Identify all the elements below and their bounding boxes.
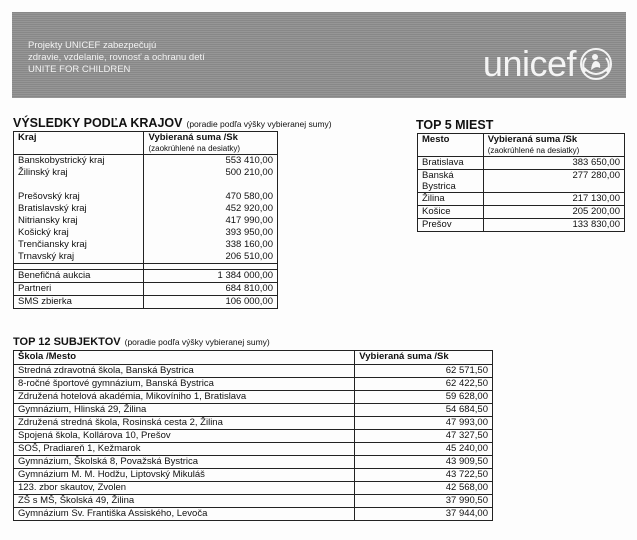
amount-cell: 684 810,00 xyxy=(144,283,278,296)
table-row xyxy=(14,167,278,179)
table-row xyxy=(14,296,278,309)
amount-cell: 500 210,00 xyxy=(144,167,278,179)
amount-cell: 62 571,50 xyxy=(355,365,493,378)
subjects-title xyxy=(13,336,270,348)
amount-cell: 59 628,00 xyxy=(355,391,493,404)
subjects-title-text: TOP 12 SUBJEKTOV xyxy=(13,336,121,348)
banner-text xyxy=(28,40,205,76)
col-school-header: Škola /Mesto xyxy=(14,351,355,365)
name-cell: Stredná zdravotná škola, Banská Bystrica xyxy=(14,365,355,378)
unicef-emblem-icon xyxy=(578,46,614,82)
regions-title xyxy=(13,116,332,130)
name-cell: Košice xyxy=(418,206,484,219)
name-cell: SOŠ, Pradiareň 1, Kežmarok xyxy=(14,443,355,456)
table-row xyxy=(14,508,493,521)
name-cell: Trnavský kraj xyxy=(14,251,144,264)
table-row xyxy=(14,443,493,456)
name-cell: SMS zbierka xyxy=(14,296,144,309)
header-banner xyxy=(12,12,626,98)
logo-wordmark: unicef xyxy=(482,43,576,84)
amount-cell xyxy=(144,179,278,191)
name-cell: Banskobystrický kraj xyxy=(14,155,144,168)
name-cell: Združená stredná škola, Rosinská cesta 2, Žilina xyxy=(14,417,355,430)
table-row xyxy=(14,404,493,417)
table-row xyxy=(14,155,278,168)
name-cell: Banská Bystrica xyxy=(418,170,484,193)
name-cell: Trenčiansky kraj xyxy=(14,239,144,251)
name-cell xyxy=(14,179,144,191)
cities-table xyxy=(417,133,625,232)
banner-line: Projekty UNICEF zabezpečujú xyxy=(28,40,157,51)
table-row xyxy=(14,378,493,391)
regions-header-row xyxy=(14,132,278,155)
name-cell: Košický kraj xyxy=(14,227,144,239)
name-cell: Žilinský kraj xyxy=(14,167,144,179)
table-row xyxy=(14,270,278,283)
table-row xyxy=(14,239,278,251)
amount-cell: 1 384 000,00 xyxy=(144,270,278,283)
table-row xyxy=(14,203,278,215)
name-cell: 8-ročné športové gymnázium, Banská Bystrica xyxy=(14,378,355,391)
table-row xyxy=(14,227,278,239)
regions-note: (poradie podľa výšky vybieranej sumy) xyxy=(186,119,332,129)
unicef-logo xyxy=(482,43,614,84)
name-cell: Partneri xyxy=(14,283,144,296)
subjects-note: (poradie podľa výšky vybieranej sumy) xyxy=(124,337,270,347)
table-row xyxy=(418,157,625,170)
name-cell: Benefičná aukcia xyxy=(14,270,144,283)
cities-title: TOP 5 MIEST xyxy=(416,118,494,132)
amount-cell: 393 950,00 xyxy=(144,227,278,239)
subjects-table xyxy=(13,350,493,521)
amount-cell: 106 000,00 xyxy=(144,296,278,309)
banner-line: zdravie, vzdelanie, rovnosť a ochranu detí xyxy=(28,52,205,63)
amount-cell: 47 993,00 xyxy=(355,417,493,430)
table-row xyxy=(14,482,493,495)
name-cell: Bratislava xyxy=(418,157,484,170)
name-cell: Nitriansky kraj xyxy=(14,215,144,227)
name-cell: Bratislavský kraj xyxy=(14,203,144,215)
name-cell: Gymnázium Sv. Františka Assiského, Levoča xyxy=(14,508,355,521)
amount-cell: 133 830,00 xyxy=(483,219,624,232)
table-row xyxy=(418,206,625,219)
amount-cell: 37 990,50 xyxy=(355,495,493,508)
amount-cell: 417 990,00 xyxy=(144,215,278,227)
name-cell: Spojená škola, Kollárova 10, Prešov xyxy=(14,430,355,443)
regions-title-text: VÝSLEDKY PODĽA KRAJOV xyxy=(13,116,183,130)
name-cell: ZŠ s MŠ, Školská 49, Žilina xyxy=(14,495,355,508)
regions-table xyxy=(13,131,278,309)
amount-cell: 452 920,00 xyxy=(144,203,278,215)
name-cell: Žilina xyxy=(418,193,484,206)
table-row xyxy=(418,170,625,193)
name-cell: Gymnázium, Hlinská 29, Žilina xyxy=(14,404,355,417)
amount-cell: 217 130,00 xyxy=(483,193,624,206)
table-row xyxy=(14,251,278,264)
amount-cell: 62 422,50 xyxy=(355,378,493,391)
amount-cell: 383 650,00 xyxy=(483,157,624,170)
banner-line: UNITE FOR CHILDREN xyxy=(28,64,131,75)
table-row xyxy=(14,191,278,203)
cities-header-row xyxy=(418,134,625,157)
col-amount-header: Vybieraná suma /Sk (zaokrúhlené na desiatky) xyxy=(144,132,278,155)
table-row xyxy=(418,219,625,232)
table-row xyxy=(14,283,278,296)
table-row xyxy=(14,469,493,482)
table-row xyxy=(14,495,493,508)
amount-cell: 45 240,00 xyxy=(355,443,493,456)
table-row xyxy=(14,456,493,469)
amount-cell: 37 944,00 xyxy=(355,508,493,521)
amount-cell: 277 280,00 xyxy=(483,170,624,193)
subjects-header-row xyxy=(14,351,493,365)
name-cell: Prešovský kraj xyxy=(14,191,144,203)
col-amount-header: Vybieraná suma /Sk (zaokrúhlené na desiatky) xyxy=(483,134,624,157)
name-cell: Združená hotelová akadémia, Mikovíniho 1, Bratislava xyxy=(14,391,355,404)
name-cell: Gymnázium M. M. Hodžu, Liptovský Mikuláš xyxy=(14,469,355,482)
col-city-header: Mesto xyxy=(418,134,484,157)
table-row xyxy=(14,365,493,378)
amount-cell: 47 327,50 xyxy=(355,430,493,443)
table-row xyxy=(14,417,493,430)
amount-cell: 338 160,00 xyxy=(144,239,278,251)
name-cell: Gymnázium, Školská 8, Považská Bystrica xyxy=(14,456,355,469)
col-region-header: Kraj xyxy=(14,132,144,155)
name-cell: Prešov xyxy=(418,219,484,232)
amount-cell: 43 722,50 xyxy=(355,469,493,482)
amount-cell: 54 684,50 xyxy=(355,404,493,417)
amount-cell: 206 510,00 xyxy=(144,251,278,264)
amount-cell: 43 909,50 xyxy=(355,456,493,469)
amount-cell: 205 200,00 xyxy=(483,206,624,219)
name-cell: 123. zbor skautov, Zvolen xyxy=(14,482,355,495)
table-row xyxy=(14,215,278,227)
table-row xyxy=(14,179,278,191)
table-row xyxy=(418,193,625,206)
amount-cell: 42 568,00 xyxy=(355,482,493,495)
table-row xyxy=(14,391,493,404)
amount-cell: 470 580,00 xyxy=(144,191,278,203)
amount-cell: 553 410,00 xyxy=(144,155,278,168)
table-row xyxy=(14,430,493,443)
col-amount-header: Vybieraná suma /Sk xyxy=(355,351,493,365)
